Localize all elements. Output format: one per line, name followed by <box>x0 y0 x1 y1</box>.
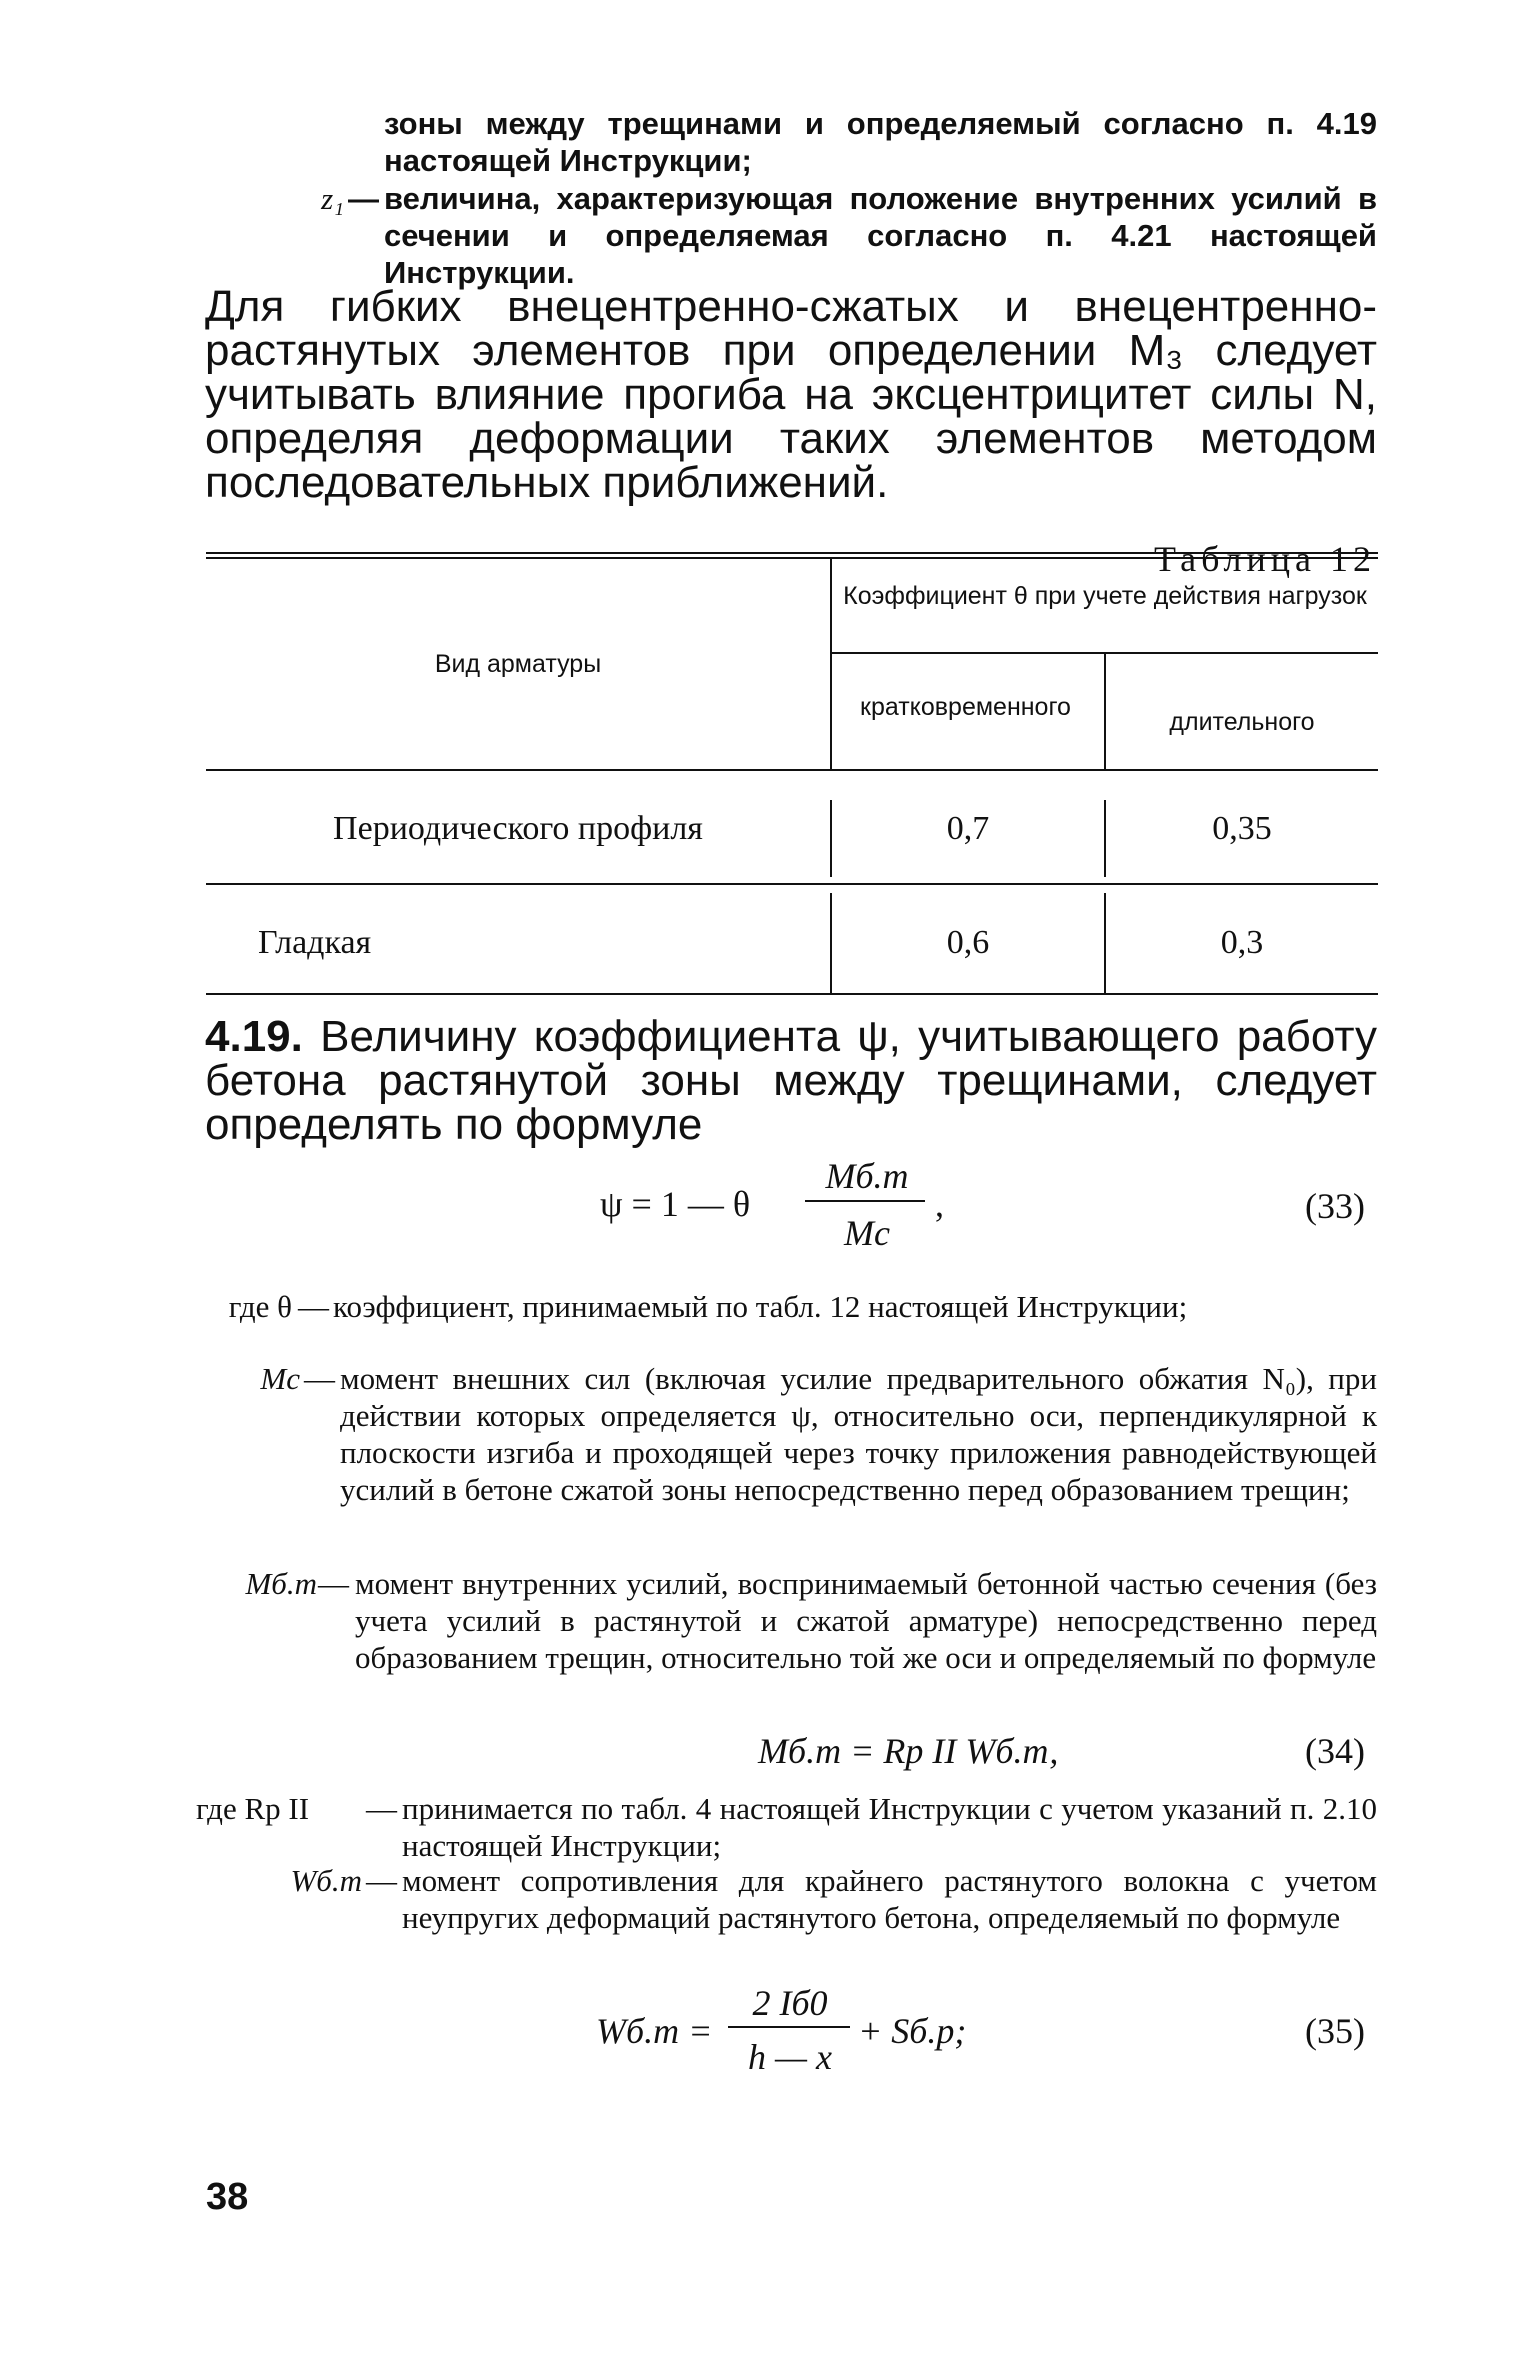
formula-34: Mб.т = Rр II Wб.т, <box>758 1731 1059 1771</box>
formula-35-tail: + Sб.р; <box>858 2011 967 2051</box>
def-text: коэффициент, принимаемый по табл. 12 настоящей Инструкции; <box>333 1289 1188 1324</box>
formula-33-numerator: Mб.т <box>825 1156 909 1196</box>
table-header-type: Вид арматуры <box>434 650 602 678</box>
formula-35-numerator: 2 Iб0 <box>752 1983 828 2023</box>
table-header-short: кратковременного <box>860 693 1071 721</box>
table-row-long: 0,35 <box>1212 810 1272 847</box>
intro-def-dash: — <box>348 181 379 216</box>
section-text: Величину коэффициента ψ, учитывающего работу бетона растянутой зоны между трещинами, следует определять по формуле <box>205 1012 1377 1149</box>
formula-35-lhs: Wб.т = <box>596 2011 713 2051</box>
table-row-long: 0,3 <box>1220 924 1264 961</box>
table-header-coefficient: Коэффициент θ при учете действия нагрузок <box>843 582 1367 610</box>
formula-33-tail: , <box>935 1184 944 1224</box>
def-text: момент внутренних усилий, воспринимаемый бетонной частью сечения (без учета усилий в растянутой и сжатой арматуре) непосредственно перед образованием трещин, относительно той же оси и определяемый по формуле <box>355 1566 1377 1675</box>
table-header-long: длительного <box>1169 708 1315 736</box>
section-4-19 <box>205 1012 1377 1149</box>
def-text: момент внешних сил (включая усилие предварительного обжатия N₀), при действии которых определяется ψ, относительно оси, перпендикулярной к плоскости изгиба и проходящей через точку приложения равнодействующей усилий в бетоне сжатой зоны непосредственно перед образованием трещин; <box>340 1361 1377 1507</box>
formula-33-number: (33) <box>1305 1186 1365 1226</box>
document-page: зоны между трещинами и определяемый согласно п. 4.19 настоящей Инструкции; z₁ — величина, характеризующая положение внутренних усилий в сечении и определяемая согласно п. 4.21 настоящей Инструкции. Для гибких внецентренно-сжатых и внецентренно-растянутых элементов при определении M₃ следует учитывать влияние прогиба на эксцентрицитет силы N, определяя деформации таких элементов методом последовательных приближений. Таблица 12 Вид арматуры Коэффициент θ при учете действия нагрузок кратковременного длительного Периодического профиля 0,7 0,35 Гладкая 0,6 0,3 4.19. Величину коэффициента ψ, учитывающего работу бетона растянутой зоны между трещинами, следует определять по формуле ψ = 1 — θ Mб.т Mс , (33) где θ — коэффициент, принимаемый по табл. 12 настоящей Инструкции; Mс — момент внешних сил (включая усилие предварительного обжатия N₀), при действии которых определяется ψ, относительно оси, перпендикулярной к плоскости изгиба и проходящей через точку приложения равнодействующей усилий в бетоне сжатой зоны непосредственно перед образованием трещин; Mб.т — момент внутренних усилий, воспринимаемый бетонной частью сечения (без учета усилий в растянутой и сжатой арматуре) непосредственно перед образованием трещин, относительно той же оси и определяемый по формуле Mб.т = Rр II Wб.т, (34) где Rр II — принимается по табл. 4 настоящей Инструкции с учетом указаний п. 2.10 настоящей Инструкции; Wб.т — момент сопротивления для крайнего растянутого волокна с учетом неупругих деформаций растянутого бетона, определяемый по формуле Wб.т = 2 Iб0 h — x + Sб.р; (35) 38 <box>196 106 1377 2218</box>
def-term: Mс <box>260 1361 300 1396</box>
formula-34-number: (34) <box>1305 1731 1365 1771</box>
def-term: где Rр II <box>196 1791 310 1826</box>
paragraph-flexible-elements: Для гибких внецентренно-сжатых и внецентренно-растянутых элементов при определении M₃ следует учитывать влияние прогиба на эксцентрицитет силы N, определяя деформации таких элементов методом последовательных приближений. <box>205 282 1377 507</box>
table-row-short: 0,6 <box>946 924 990 961</box>
table-caption: Таблица 12 <box>1154 539 1376 579</box>
formula-33-denominator: Mс <box>844 1213 890 1253</box>
def-text: принимается по табл. 4 настоящей Инструкции с учетом указаний п. 2.10 настоящей Инструкции; <box>402 1791 1377 1863</box>
table-row-short: 0,7 <box>946 810 990 847</box>
table-row-type: Периодического профиля <box>333 810 703 847</box>
def-text: момент сопротивления для крайнего растянутого волокна с учетом неупругих деформаций растянутого бетона, определяемый по формуле <box>402 1863 1377 1935</box>
formula-33 <box>600 1183 750 1225</box>
formula-35-number: (35) <box>1305 2011 1365 2051</box>
table-row-type: Гладкая <box>258 924 372 961</box>
intro-def-text: величина, характеризующая положение внутренних усилий в сечении и определяемая согласно п. 4.21 настоящей Инструкции. <box>384 181 1377 290</box>
formula-35-denominator: h — x <box>748 2037 832 2077</box>
formula-lhs: ψ = 1 — θ <box>600 1184 751 1224</box>
intro-def-text: зоны между трещинами и определяемый согласно п. 4.19 настоящей Инструкции; <box>384 106 1377 178</box>
def-term: Wб.т <box>290 1863 362 1898</box>
intro-def-term: z₁ <box>321 181 344 216</box>
def-term: где θ <box>228 1289 292 1324</box>
section-number: 4.19. <box>205 1012 303 1061</box>
def-term: Mб.т <box>245 1566 317 1601</box>
page-number: 38 <box>206 2176 249 2218</box>
